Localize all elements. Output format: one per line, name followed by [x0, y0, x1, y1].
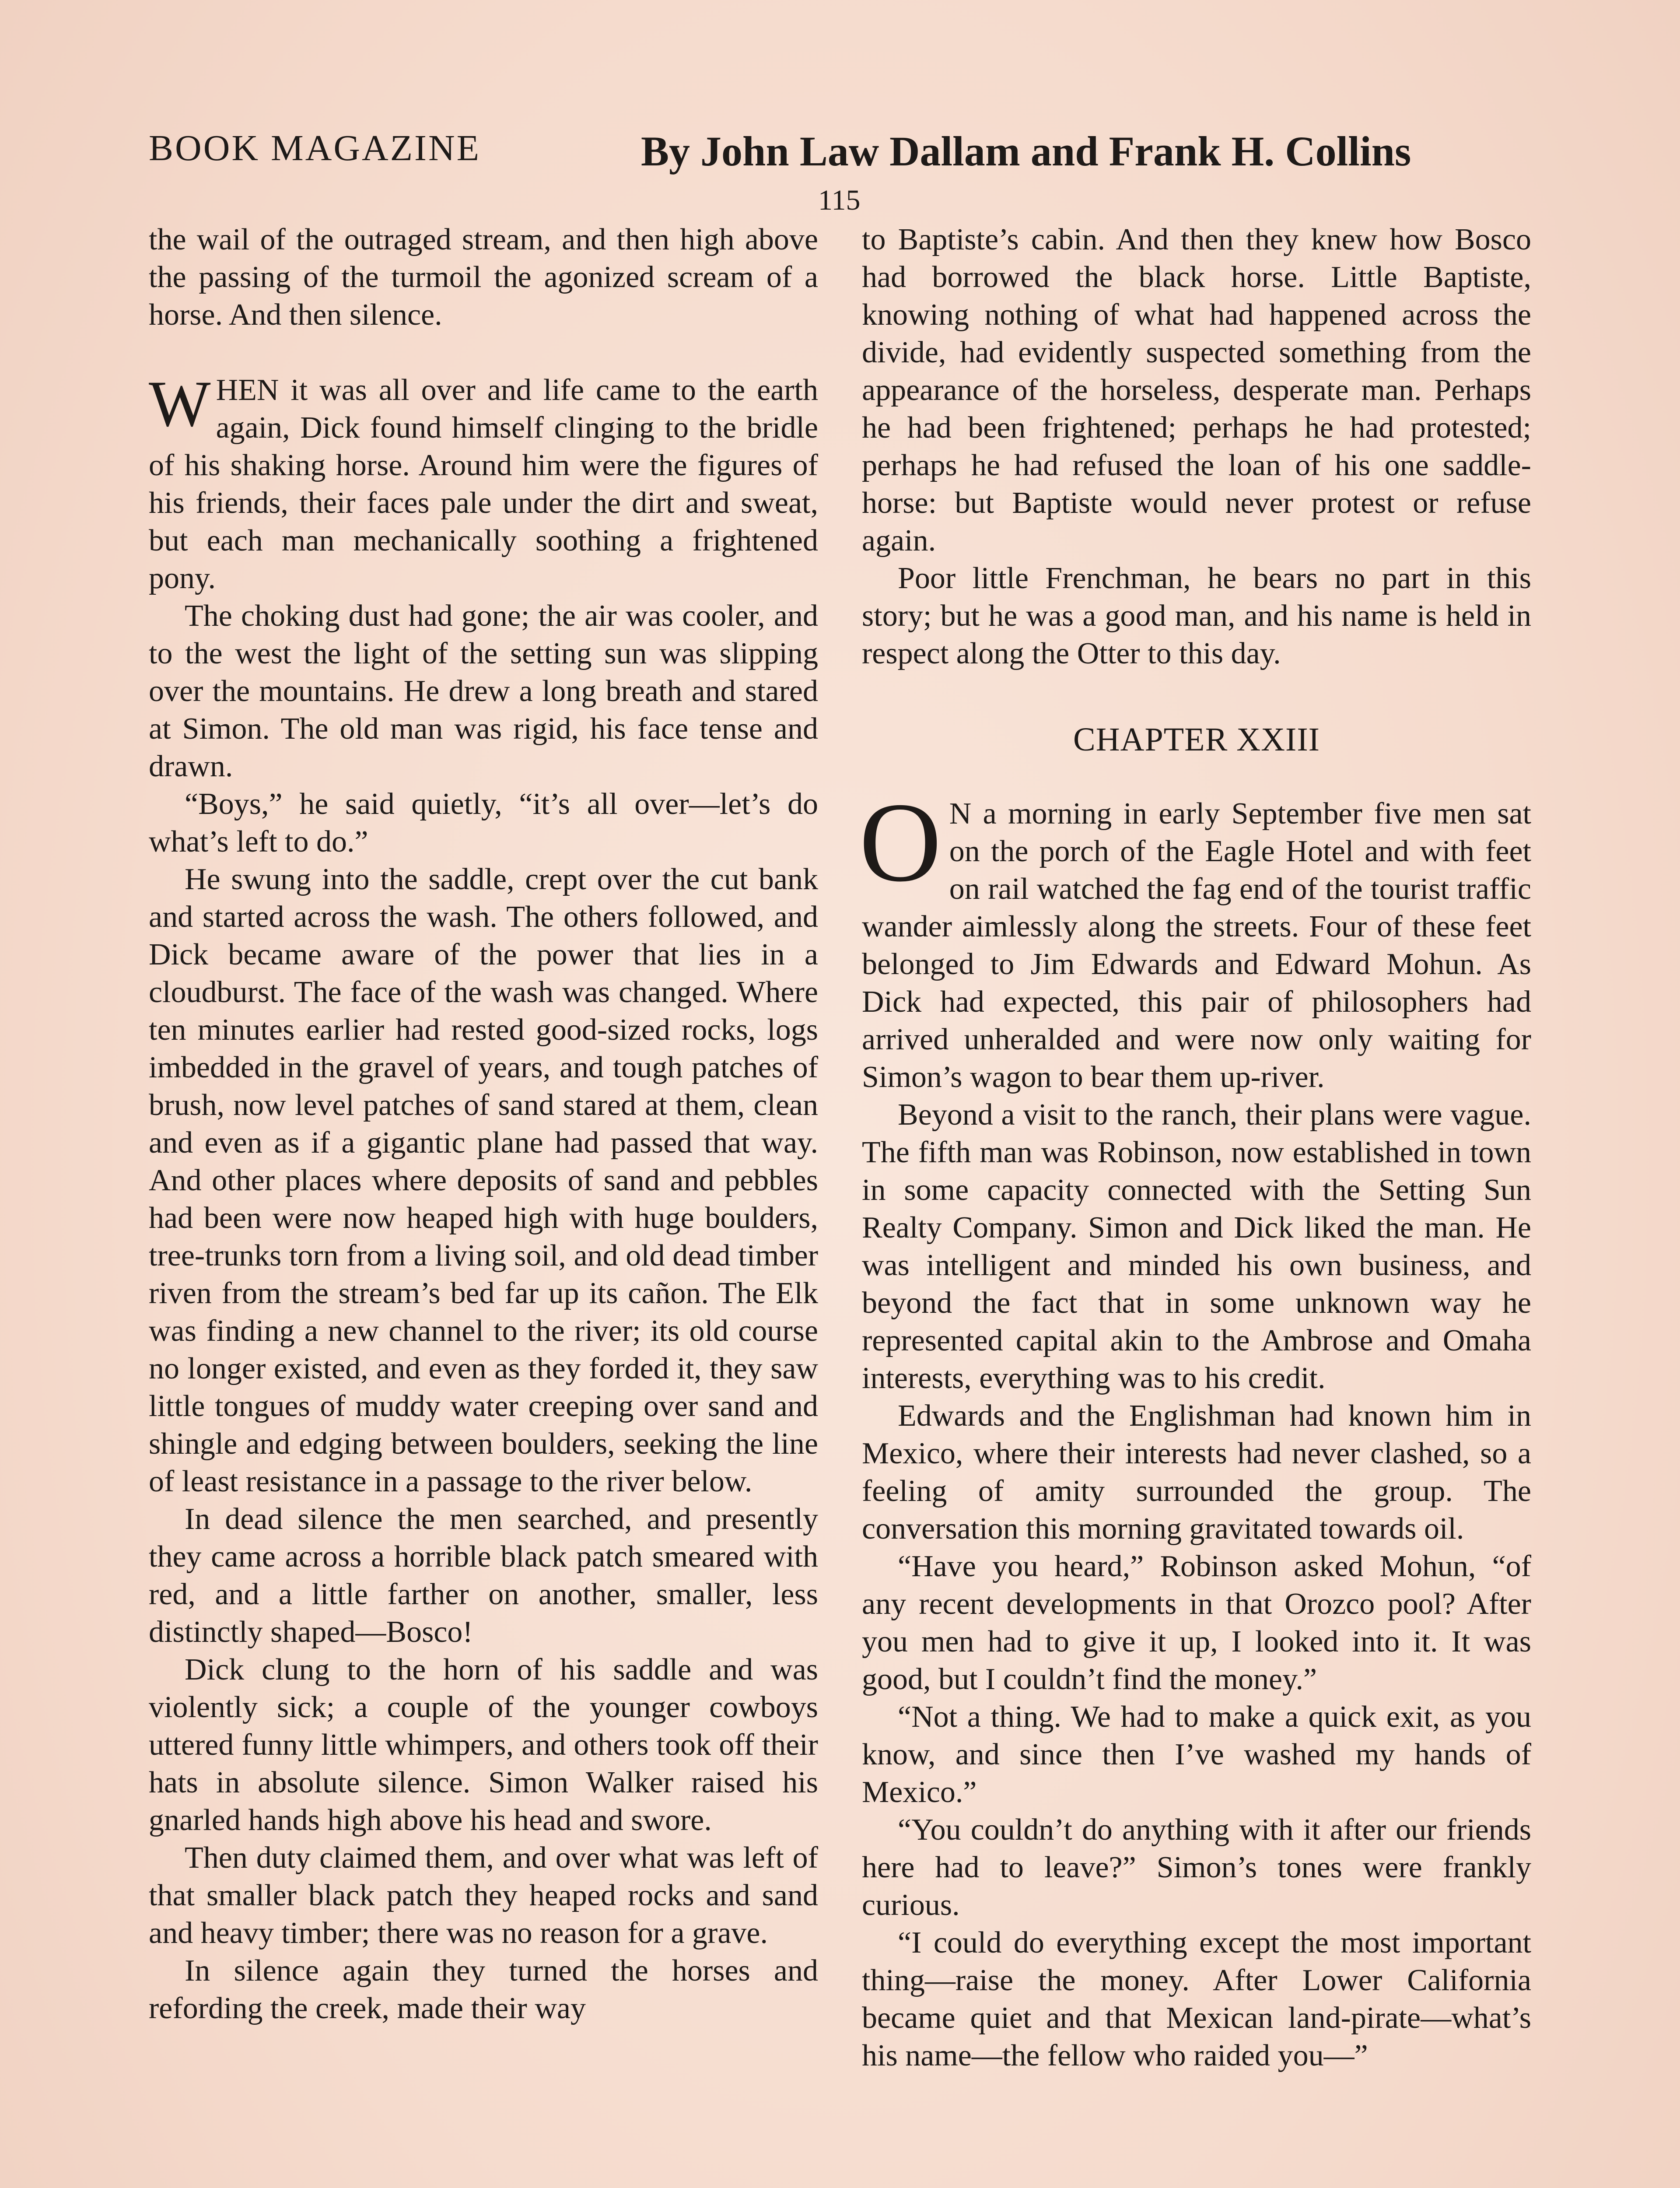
paragraph: Poor little Frenchman, he bears no part in this story; but he was a good man, and his name is held in respect along the Otter to this day.: [862, 561, 1531, 670]
paragraph: “Have you heard,” Robinson asked Mohun, “of any recent developments in that Orozco pool? After you men had to give it up, I looked into it. It was good, but I couldn’t find the money.”: [862, 1550, 1531, 1696]
paragraph: Then duty claimed them, and over what was left of that smaller black patch they heaped rocks and sand and heavy timber; there was no reason for a grave.: [149, 1841, 818, 1950]
page-number: 115: [818, 184, 861, 216]
section-break: [149, 334, 818, 372]
paragraph: to Baptiste’s cabin. And then they knew how Bosco had borrowed the black horse. Little Baptiste, knowing nothing of what had happened across the divide, had evidently suspected something from the appearance of the horseless, desperate man. Perhaps he had been frightened; perhaps he had protested; perhaps he had refused the loan of his one saddle-horse: but Baptiste would never protest or refuse again.: [862, 223, 1531, 558]
paragraph: Beyond a visit to the ranch, their plans were vague. The fifth man was Robinson, now established in town in some capacity connected with the Setting Sun Realty Company. Simon and Dick liked the man. He was intelligent and minded his own business, and beyond the fact that in some unknown way he represented capital akin to the Ambrose and Omaha interests, everything was to his credit.: [862, 1098, 1531, 1395]
paragraph-text: N a morning in early September five men sat on the porch of the Eagle Hotel and with feet on rail watched the fag end of the tourist traffic wander aimlessly along the streets. Four of these feet belonged to Jim Edwards and Edward Mohun. As Dick had expected, this pair of philosophers had arrived unheralded and were now only waiting for Simon’s wagon to bear them up-river.: [862, 797, 1531, 1094]
paragraph-text: HEN it was all over and life came to the earth again, Dick found himself clinging to the bridle of his shaking horse. Around him were the figures of his friends, their faces pale under the dirt and sweat, but each man mechanically soothing a frightened pony.: [149, 373, 818, 595]
paragraph: the wail of the outraged stream, and then high above the passing of the turmoil the agonized scream of a horse. And then silence.: [149, 223, 818, 332]
paragraph: “You couldn’t do anything with it after our friends here had to leave?” Simon’s tones were frankly curious.: [862, 1813, 1531, 1922]
paragraph: In dead silence the men searched, and presently they came across a horrible black patch smeared with red, and a little farther on another, smaller, less distinctly shaped—Bosco!: [149, 1502, 818, 1649]
paragraph: He swung into the saddle, crept over the cut bank and started across the wash. The others followed, and Dick became aware of the power that lies in a cloudburst. The face of the wash was changed. Where ten minutes earlier had rested good-sized rocks, logs imbedded in the gravel of years, and tough patches of brush, now level patches of sand stared at them, clean and even as if a gigantic plane had passed that way. And other places where deposits of sand and pebbles had been were now heaped high with huge boulders, tree-trunks torn from a living soil, and old dead timber riven from the stream’s bed far up its cañon. The Elk was finding a new channel to the river; its old course no longer existed, and even as they forded it, they saw little tongues of muddy water creeping over sand and shingle and edging between boulders, seeking the line of least resistance in a passage to the river below.: [149, 863, 818, 1498]
drop-cap: W: [149, 368, 211, 440]
paragraph: The choking dust had gone; the air was cooler, and to the west the light of the setting sun was slipping over the mountains. He drew a long breath and stared at Simon. The old man was rigid, his face tense and drawn.: [149, 599, 818, 783]
right-column: [859, 221, 1531, 2075]
chapter-title: CHAPTER XXIII: [1073, 721, 1320, 758]
byline: By John Law Dallam and Frank H. Collins: [641, 128, 1411, 175]
left-column: [149, 221, 818, 2027]
paragraph-with-drop-cap: [149, 368, 818, 597]
publication-name: BOOK MAGAZINE: [149, 128, 481, 168]
paragraph: Edwards and the Englishman had known him in Mexico, where their interests had never clashed, so a feeling of amity surrounded the group. The conversation this morning gravitated towards oil.: [862, 1399, 1531, 1546]
paragraph: Dick clung to the horn of his saddle and was violently sick; a couple of the younger cowboys uttered funny little whimpers, and others took off their hats in absolute silence. Simon Walker raised his gnarled hands high above his head and swore.: [149, 1653, 818, 1837]
paragraph-with-drop-cap: [859, 779, 1531, 1096]
paragraph: “I could do everything except the most important thing—raise the money. After Lower California became quiet and that Mexican land-pirate—what’s his name—the fellow who raided you—”: [862, 1926, 1531, 2072]
paragraph: “Boys,” he said quietly, “it’s all over—let’s do what’s left to do.”: [149, 787, 818, 859]
paragraph: In silence again they turned the horses and refording the creek, made their way: [149, 1954, 818, 2025]
drop-cap: O: [859, 779, 942, 905]
paragraph: “Not a thing. We had to make a quick exit, as you know, and since then I’ve washed my hands of Mexico.”: [862, 1700, 1531, 1809]
